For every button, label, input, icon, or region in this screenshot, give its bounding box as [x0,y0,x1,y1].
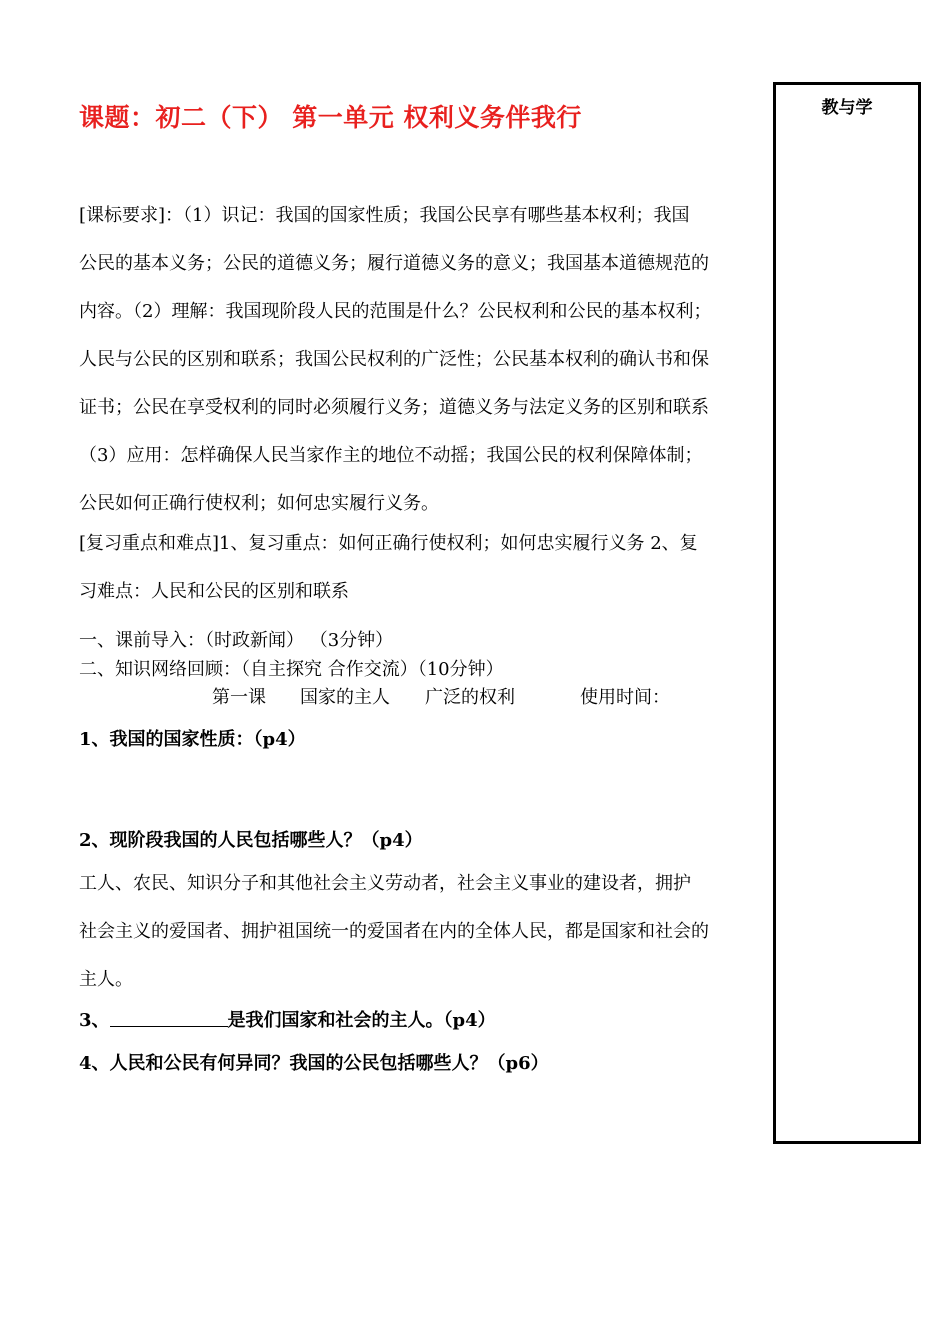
question-2-answer-line-1: 工人、农民、知识分子和其他社会主义劳动者，社会主义事业的建设者，拥护 [79,873,691,894]
question-3-text: 是我们国家和社会的主人。（p4） [227,1010,496,1031]
question-3-number: 3、 [79,1010,110,1031]
requirements-line-3: 内容。（2）理解：我国现阶段人民的范围是什么？公民权利和公民的基本权利； [79,301,712,322]
review-line-2: 习难点：人民和公民的区别和联系 [79,581,349,602]
requirements-line-2: 公民的基本义务；公民的道德义务；履行道德义务的意义；我国基本道德规范的 [79,253,709,274]
question-3 [79,1006,496,1032]
lesson-part-1: 国家的主人 [300,687,390,708]
question-1: 1、我国的国家性质：（p4） [79,729,306,750]
requirements-line-4: 人民与公民的区别和联系；我国公民权利的广泛性；公民基本权利的确认书和保 [79,349,709,370]
requirements-line-6: （3）应用：怎样确保人民当家作主的地位不动摇；我国公民的权利保障体制； [79,445,703,466]
teaching-notes-box [773,82,921,1144]
page-title: 课题：初二（下） 第一单元 权利义务伴我行 [79,103,582,132]
teaching-notes-title: 教与学 [821,98,873,118]
question-4: 4、人民和公民有何异同？我国的公民包括哪些人？（p6） [79,1053,549,1074]
review-line-1: [复习重点和难点]1、复习重点：如何正确行使权利；如何忠实履行义务 2、复 [79,533,698,554]
section-network: 二、知识网络回顾：（自主探究 合作交流）（10分钟） [79,659,504,680]
requirements-line-7: 公民如何正确行使权利；如何忠实履行义务。 [79,493,439,514]
question-2-answer-line-2: 社会主义的爱国者、拥护祖国统一的爱国者在内的全体人民，都是国家和社会的 [79,921,709,942]
question-2-answer-line-3: 主人。 [79,969,133,990]
lesson-part-2: 广泛的权利 [425,687,515,708]
lesson-time-label: 使用时间： [580,687,670,708]
requirements-line-1: [课标要求]：（1）识记：我国的国家性质；我国公民享有哪些基本权利；我国 [79,205,690,226]
question-2: 2、现阶段我国的人民包括哪些人？（p4） [79,830,423,851]
lesson-name: 第一课 [212,687,266,708]
fill-in-blank[interactable] [110,1008,228,1027]
section-intro: 一、课前导入：（时政新闻） （3分钟） [79,630,394,651]
requirements-line-5: 证书；公民在享受权利的同时必须履行义务；道德义务与法定义务的区别和联系 [79,397,709,418]
